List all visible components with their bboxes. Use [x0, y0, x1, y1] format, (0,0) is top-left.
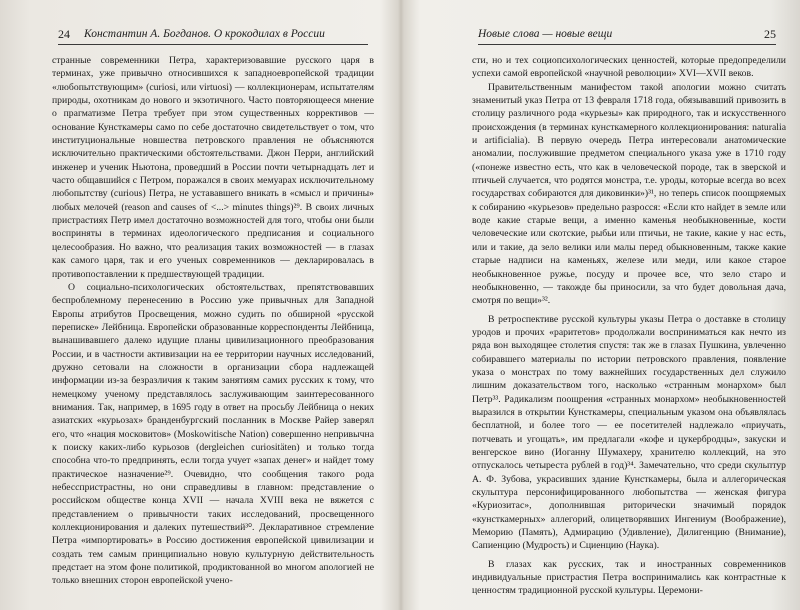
paragraph: В ретроспективе русской культуры указы Петра о доставке в столицу уродов и прочих «раритетов» продолжали восприниматься как нечто из ряда вон выходящее столетия спустя: так же в глазах Пушкина, увлеченно собиравшего материалы по истории петровского правления, появление указа о монстрах по тому важнейших государственных дел служило лишним доказательством того, насколько «странным монархом» был Петр³³. Радикализм поощрения «странных монархом» необыкновенностей выразился в открытии Кунсткамеры, специальным указом она объявлялась бесплатной, и более того — ее посетителей надлежало «приучать, потчевать и угощать», им предлагали «кофе и цукербродцы», закуски и венгерское вино (Иоганну Шумахеру, хранителю коллекций, на это отпускалось четыреста рублей в год)³⁴. Замечательно, что среди скульптур А. Ф. Зубова, украсивших здание Кунсткамеры, была и аллегорическая скульптура персонифицированного любопытства — женская фигура «Куриозитас», дополнившая риторически значимый порядок «кунсткамерных» аллегорий, олицетворявших Ингениум (Воображение), Меморию (Память), Адмирацию (Удивление), Дилигенцию (Внимание), Сапиенцию (Мудрость) и Сциенцию (Наука). [472, 313, 786, 552]
page-number: 24 [58, 27, 70, 41]
paragraph: Правительственным манифестом такой апологии можно считать знаменитый указ Петра от 13 февраля 1718 года, обязывавший привозить в столицу различного рода «курьезы» как природного, так и искусственного происхождения (в терминах кунсткамерного коллекционирования: naturalia и artificialia). В первую очередь Петра интересовали анатомические аномалии, послужившие предметом специального указа уже в 1710 году («понеже известно есть, что как в человеческой породе, так в зверской и птичьей случается, что родятся монстра, т.е. уроды, которые всегда во всех государствах собираются для диковинки»)³¹, но теперь список поощряемых к собиранию «курьезов» предельно разросся: «Если кто найдет в земле или воде какие старые вещи, а именно каменья необыкновенные, кости человеческие или скотские, рыбьи или птичьи, не такие, какие у нас есть, или и такие, да зело велики или малы перед обыкновенным, также какие старые надписи на каменьях, железе или меди, или какое старое необыкновенное ружье, посуду и прочее все, что зело старо и необыкновенно, — такожде бы приносили, за что будет довольная дача, смотря по вещи»³². [472, 81, 786, 307]
running-head-title: Константин А. Богданов. О крокодилах в России [84, 28, 325, 40]
paragraph: О социально-психологических обстоятельствах, препятствовавших беспроблемному перенесению в Россию уже привычных для Западной Европы атрибутов Просвещения, можно судить по обширной «русской переписке» Лейбница. Европейски образованные корреспонденты Лейбница, вынашивавшего далеко идущие планы цивилизационного преобразования России, и в частности активизации на ее территории научных исследований, дружно сетовали на сложности в организации сбора надлежащей информации из-за безразличия к таким занятиям самих русских к тому, что немецкому ученому представлялось заслуживающим заинтересованного внимания. Так, например, в 1695 году в ответ на просьбу Лейбница о неких азиатских «курьозах» бранденбургский посланник в Москве Райер заверял его, что «нация московитов» (Moskowitische Nation) совершенно непривычна к поиску каких-либо курьозов (dergleichen curiositäten) и только тогда способна что-то предпринять, если тогда учует «запах денег» и найдет тому практическое назначение²⁹. Очевидно, что сообщения такого рода небесспристрастны, но они справедливы в главном: представление о российском обществе конца XVII — начала XVIII века не вяжется с представлением о привычности таких исследований, просвещенного коллекционирования и далеких путешествий³⁰. Декларативное стремление Петра «импортировать» в Россию достижения европейской цивилизации и создать тем самым принципиально новую культурную действительность предстает на этом фоне политикой, продиктованной во многом апологией не только внешних сторон европейской учено- [52, 281, 374, 587]
paragraph: В глазах как русских, так и иностранных современников индивидуальные пристрастия Петра воспринимались как контрастные к ценностям традиционной русской культуры. Церемони- [472, 558, 786, 597]
header-rule [58, 44, 368, 45]
body-text [472, 54, 786, 598]
page-number: 25 [764, 27, 776, 41]
running-head-title: Новые слова — новые вещи [478, 28, 613, 40]
body-text [52, 54, 374, 588]
running-head [58, 26, 368, 44]
paragraph: сти, но и тех социопсихологических ценностей, которые предопределили успехи самой европейской «научной революции» XVI—XVII веков. [472, 55, 786, 80]
paragraph: странные современники Петра, характеризовавшие русского царя в терминах, уже привычно относившихся к западноевропейской традиции «любопытствующим» (curiosi, или virtuosi) — коллекционерам, испытателям природы, охотникам до нового и экзотичного. Часто повторяющееся мнение о прагматизме Петра требует при этом существенных коррективов — основание Кунсткамеры само по себе достаточно свидетельствует о том, что институциональные новшества петровского правления не объясняются исключительно практическими обстоятельствами. Джон Перри, английский инженер и ученик Ньютона, проведший в России почти четырнадцать лет и часто общавшийся с Петром, поражался в своих мемуарах исключительному любопытству (curious) Петра, не устававшего вникать в «смысл и причины» любых мелочей (reason and causes of <...> minutes things)²⁹. В своих личных пристрастиях Петр имел достаточно возможностей для того, чтобы они были восприняты в терминах идеологического предписания и социального целесообразия. Но важно, что реализация таких возможностей — в глазах как самого царя, так и его ученых современников — декларировалась в противопоставлении к предшествующей традиции. [52, 55, 374, 280]
right-page [400, 0, 800, 610]
running-head [478, 26, 776, 44]
header-rule [478, 44, 776, 45]
